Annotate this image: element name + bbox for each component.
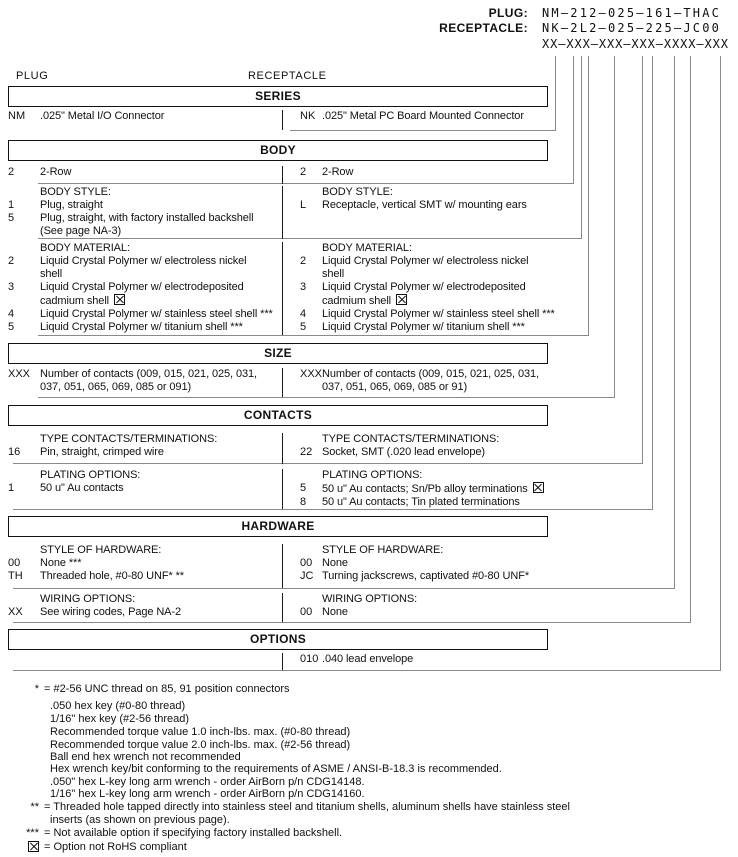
series-receptacle-cell — [282, 110, 708, 130]
body-material-plug-5: 5 Liquid Crystal Polymer w/ titanium shell *** — [8, 321, 243, 333]
body-style-subsection — [8, 184, 708, 239]
contacts-section-header: CONTACTS — [8, 405, 548, 426]
series-plug-code: NM — [8, 110, 26, 122]
body-style-plug-5: 5 Plug, straight, with factory installed backshell (See page NA-3) — [8, 212, 254, 237]
body-material-receptacle-3: 3 Liquid Crystal Polymer w/ electrodeposited cadmium shell — [300, 281, 526, 307]
hardware-style-plug-00: 00 None *** — [8, 557, 82, 569]
footnote-star-marker: * — [34, 683, 39, 695]
plating-plug-1: 1 50 u" Au contacts — [8, 482, 124, 494]
receptacle-column-header: RECEPTACLE — [248, 70, 327, 82]
body-row-receptacle-code: 2 — [300, 166, 307, 178]
not-rohs-compliant-icon — [396, 294, 407, 305]
plating-receptacle-8: 8 50 u" Au contacts; Tin plated terminations — [300, 496, 520, 508]
receptacle-part-number-value: NK–2L2–025–225–JC00 — [542, 21, 722, 35]
options-section-header: OPTIONS — [8, 629, 548, 650]
body-section-header: BODY — [8, 140, 548, 161]
series-plug-cell — [8, 110, 282, 130]
size-receptacle-item: XXX Number of contacts (009, 015, 021, 025, 031, 037, 051, 065, 069, 085 or 91) — [300, 368, 539, 393]
size-plug-item: XXX Number of contacts (009, 015, 021, 025, 031, 037, 051, 065, 069, 085 or 091) — [8, 368, 257, 393]
not-rohs-compliant-icon — [28, 841, 39, 852]
connector-part-number-guide: PLUG: NM–212–025–161–THAC RECEPTACLE: NK–2L2–025–225–JC00 XX–XXX–XXX–XXX–XXXX–XXX PLUG RECEPTACLE SERIES NM .025" Metal I/O Connector NK .025" Metal PC Board Mounted Connector BODY 2 2-Row 2 2-Row BODY STYLE: 1 Plug, straight 5 Plug, straight, with factory installed backshell (See page NA-3) BODY STYLE: L Receptacle, vertical SMT w/ mounting ears BODY MATERIAL: 2 Liquid Crystal Polymer w/ electroless nickel shell 3 Liquid Crystal Polymer w/ electrodeposited cadmium shell 4 Liquid Crystal Polymer w/ stainless steel shell *** 5 Liquid Crystal Polymer w/ titanium shell *** BODY MATERIAL: 2 Liquid Crystal Polymer w/ electroless nickel shell 3 Liquid Crystal Polymer w/ electrodeposited cadmium shell 4 Liquid Crystal Polymer w/ stainless steel shell *** 5 Liquid Crystal Polymer w/ titanium shell *** SIZE XXX Number of contacts (009, 015, 021, 025, 031, 037, 051, 065, 069, 085 or 091) XXX Number of contacts (009, 015, 021, 025, 031, 037, 051, 065, 069, 085 or 91) CONTACTS TYPE CONTACTS/TERMINATIONS: 16 Pin, straight, crimped wire TYPE CONTACTS/TERMINATIONS: 22 Socket, SMT (.020 lead envelope) PLATING OPTIONS: 1 50 u" Au contacts PLATING OPTIONS: 5 50 u" Au contacts; Sn/Pb alloy terminations 8 50 u" Au contacts; Tin plated terminations HARDWARE STYLE OF HARDWARE: 00 None *** TH Threaded hole, #0-80 UNF* ** STYLE OF HARDWARE: 00 None JC Turning jackscrews, captivated #0-80 UNF* WIRING OPTIONS: XX See wiring codes, Page NA-2 WIRING OPTIONS: 00 None OPTIONS 010 .040 lead envelope * = #2-56 UNC thread on 85, 91 position connectors .050 hex key (#0-80 thread) 1/16" hex key (#2-56 thread) Recommended torque value 1.0 inch-lbs. max. (#0-80 thread) Recommended torque value 2.0 inch-lbs. max. (#2-56 thread) Ball end hex wrench not recommended Hex wrench key/bit conforming to the requirements of ASME / ANSI-B-18.3 is recommended. .050" hex L-key long arm wrench - order AirBorn p/n CDG14148. 1/16" hex L-key long arm wrench - order AirBorn p/n CDG14160. ** = Threaded hole tapped directly into stainless steel and titanium shells, aluminum shells have stainless steel inserts (as shown on previous page). *** = Not available option if specifying factory installed backshell. = Option not RoHS compliant — [0, 0, 738, 857]
receptacle-part-number-label: RECEPTACLE: — [439, 21, 528, 35]
body-row-plug-code: 2 — [8, 166, 15, 178]
plating-receptacle-5: 5 50 u" Au contacts; Sn/Pb alloy terminations — [283, 482, 708, 496]
not-rohs-compliant-icon — [114, 294, 125, 305]
body-style-label-receptacle: BODY STYLE: — [322, 186, 393, 198]
series-receptacle-text: .025" Metal PC Board Mounted Connector — [322, 110, 524, 122]
plug-part-number-label: PLUG: — [488, 6, 528, 20]
body-material-plug-4: 4 Liquid Crystal Polymer w/ stainless steel shell *** — [8, 308, 273, 320]
body-row-receptacle-text: 2-Row — [322, 166, 354, 178]
body-row-plug-text: 2-Row — [40, 166, 72, 178]
contacts-type-label-receptacle: TYPE CONTACTS/TERMINATIONS: — [322, 433, 500, 445]
options-receptacle-010: 010 .040 lead envelope — [300, 653, 414, 665]
series-plug-text: .025" Metal I/O Connector — [40, 110, 165, 122]
plug-part-number-value: NM–212–025–161–THAC — [542, 6, 722, 20]
body-style-receptacle-L: L Receptacle, vertical SMT w/ mounting ears — [300, 199, 527, 211]
part-number-pattern: XX–XXX–XXX–XXX–XXXX–XXX — [542, 37, 729, 51]
body-material-receptacle-5: 5 Liquid Crystal Polymer w/ titanium shell *** — [300, 321, 525, 333]
body-material-plug-3: 3 Liquid Crystal Polymer w/ electrodeposited cadmium shell — [8, 281, 244, 307]
hardware-wiring-subsection — [8, 589, 708, 622]
not-rohs-compliant-icon — [533, 482, 544, 493]
plating-label-receptacle: PLATING OPTIONS: — [322, 469, 423, 481]
body-style-label-plug: BODY STYLE: — [40, 186, 111, 198]
contacts-type-plug-16: 16 Pin, straight, crimped wire — [8, 446, 164, 458]
hardware-style-label-plug: STYLE OF HARDWARE: — [40, 544, 162, 556]
wiring-label-receptacle: WIRING OPTIONS: — [322, 593, 418, 605]
hardware-style-subsection — [8, 540, 708, 588]
series-content-row — [8, 107, 708, 130]
series-section-header: SERIES — [8, 86, 548, 107]
hardware-style-plug-TH: TH Threaded hole, #0-80 UNF* ** — [8, 570, 184, 582]
wiring-label-plug: WIRING OPTIONS: — [40, 593, 136, 605]
body-material-label-receptacle: BODY MATERIAL: — [322, 242, 412, 254]
plug-column-header: PLUG — [16, 70, 49, 82]
plating-label-plug: PLATING OPTIONS: — [40, 469, 141, 481]
options-content-row — [8, 652, 708, 670]
wiring-receptacle-00: 00 None — [300, 606, 348, 618]
body-row-receptacle-item — [283, 166, 708, 179]
contacts-plating-subsection — [8, 464, 708, 509]
series-plug-item — [8, 110, 282, 123]
body-material-receptacle-4: 4 Liquid Crystal Polymer w/ stainless steel shell *** — [300, 308, 555, 320]
hardware-style-label-receptacle: STYLE OF HARDWARE: — [322, 544, 444, 556]
hardware-style-receptacle-JC: JC Turning jackscrews, captivated #0-80 UNF* — [300, 570, 530, 582]
contacts-type-subsection — [8, 428, 708, 464]
body-row-plug-item — [8, 166, 282, 179]
size-section-header: SIZE — [8, 343, 548, 364]
footnote-triple-star-marker: *** — [26, 827, 39, 839]
body-row-subsection — [8, 162, 708, 184]
footnote-double-star-marker: ** — [30, 801, 39, 813]
wiring-plug-XX: XX See wiring codes, Page NA-2 — [8, 606, 181, 618]
body-material-receptacle-2: 2 Liquid Crystal Polymer w/ electroless nickel shell — [300, 255, 529, 280]
contacts-type-receptacle-22: 22 Socket, SMT (.020 lead envelope) — [300, 446, 485, 458]
series-receptacle-item — [283, 110, 708, 123]
series-receptacle-code: NK — [300, 110, 316, 122]
body-material-plug-2: 2 Liquid Crystal Polymer w/ electroless nickel shell — [8, 255, 247, 280]
size-content-row — [8, 365, 708, 397]
body-material-subsection — [8, 239, 708, 335]
body-material-label-plug: BODY MATERIAL: — [40, 242, 130, 254]
body-style-plug-1: 1 Plug, straight — [8, 199, 103, 211]
hardware-style-receptacle-00: 00 None — [300, 557, 348, 569]
hardware-section-header: HARDWARE — [8, 516, 548, 537]
contacts-type-label-plug: TYPE CONTACTS/TERMINATIONS: — [40, 433, 218, 445]
